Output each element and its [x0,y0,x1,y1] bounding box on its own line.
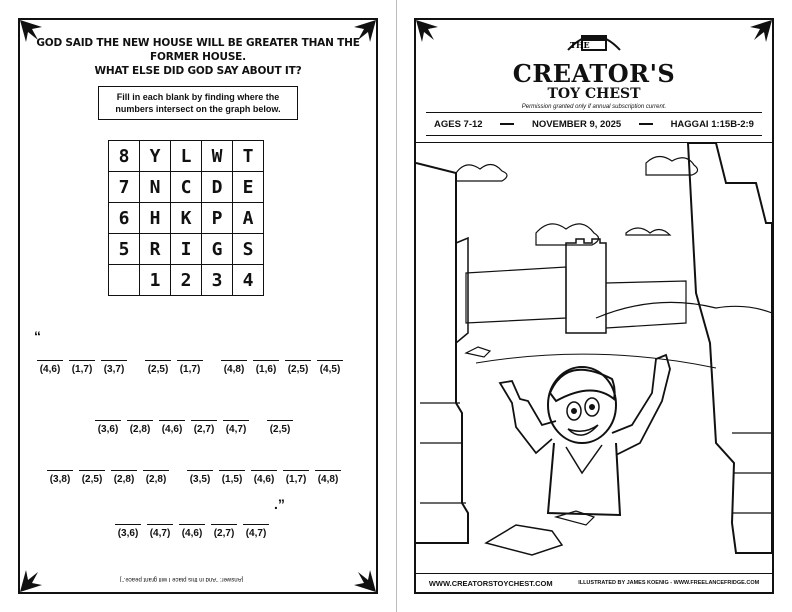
coloring-illustration [416,142,772,575]
blank-line[interactable] [219,458,245,471]
blank-line[interactable] [37,348,63,361]
coordinate-label: (4,5) [319,364,341,375]
letter-blank[interactable] [175,348,205,375]
blank-line[interactable] [267,408,293,421]
title-line-2: WHAT ELSE DID GOD SAY ABOUT IT? [94,65,302,77]
coordinate-label: (4,6) [253,474,275,485]
coordinate-label: (2,7) [193,424,215,435]
blank-line[interactable] [111,458,137,471]
blank-line[interactable] [251,458,277,471]
letter-blank[interactable] [143,348,173,375]
grid-letter: W [202,141,233,172]
blank-line[interactable] [101,348,127,361]
coordinate-label: (4,7) [149,528,171,539]
ages-label: AGES 7-12 [434,118,483,130]
grid-letter: A [233,203,264,234]
coordinate-label: (3,5) [189,474,211,485]
title-line-1: GOD SAID THE NEW HOUSE WILL BE GREATER THAN THE FORMER HOUSE. [36,37,360,63]
grid-x-label: 2 [171,265,202,296]
blank-line[interactable] [115,512,141,525]
grid-letter: C [171,172,202,203]
coordinate-label: (4,8) [317,474,339,485]
blank-line[interactable] [221,348,247,361]
palm-leaf-icon [18,568,44,594]
grid-corner [109,265,140,296]
grid-letter: L [171,141,202,172]
grid-y-label: 5 [109,234,140,265]
blank-line[interactable] [177,348,203,361]
coordinate-label: (4,6) [161,424,183,435]
letter-blank[interactable] [45,458,75,485]
grid-x-label: 4 [233,265,264,296]
blank-line[interactable] [187,458,213,471]
palm-leaf-icon [352,568,378,594]
letter-blank[interactable] [77,458,107,485]
coordinate-label: (4,8) [223,364,245,375]
separator [639,123,653,125]
letter-blank[interactable] [185,458,215,485]
permission-note: Permission granted only if annual subscription current. [521,104,667,110]
illustrator-credit: ILLUSTRATED BY JAMES KOENIG - WWW.FREELANCEFRIDGE.COM [578,580,760,586]
letter-blank[interactable] [35,348,65,375]
coordinate-label: (1,6) [255,364,277,375]
letter-blank[interactable] [99,348,129,375]
coordinate-label: (3,6) [117,528,139,539]
letter-blank[interactable] [189,408,219,435]
coordinate-label: (2,7) [213,528,235,539]
blank-line[interactable] [315,458,341,471]
footer [416,573,772,592]
grid-letter: I [171,234,202,265]
coordinate-label: (4,6) [181,528,203,539]
blank-line[interactable] [145,348,171,361]
letter-blank[interactable] [313,458,343,485]
coordinate-grid [108,140,264,296]
blank-line[interactable] [79,458,105,471]
letter-blank[interactable] [219,348,249,375]
close-quote: .” [274,496,285,512]
letter-blank[interactable] [125,408,155,435]
blank-line[interactable] [159,408,185,421]
blank-line[interactable] [143,458,169,471]
blank-line[interactable] [223,408,249,421]
coordinate-label: (2,8) [113,474,135,485]
puzzle-line [44,458,344,485]
grid-x-label: 3 [202,265,233,296]
grid-letter: S [233,234,264,265]
worksheet-page [18,18,378,594]
grid-letter: P [202,203,233,234]
blank-line[interactable] [191,408,217,421]
blank-line[interactable] [285,348,311,361]
coordinate-label: (1,7) [71,364,93,375]
coordinate-label: (2,5) [147,364,169,375]
grid-x-axis [109,265,264,296]
letter-blank[interactable] [265,408,295,435]
separator [500,123,514,125]
grid-row [109,203,264,234]
coordinate-label: (4,6) [39,364,61,375]
letter-blank[interactable] [113,512,143,539]
toy-chest-icon [564,28,624,52]
grid-y-label: 8 [109,141,140,172]
coordinate-label: (2,5) [269,424,291,435]
logo-title: CREATOR'S [512,59,676,88]
puzzle-line [34,348,346,375]
blank-line[interactable] [317,348,343,361]
grid-y-label: 7 [109,172,140,203]
coordinate-label: (2,8) [129,424,151,435]
coordinate-label: (1,5) [221,474,243,485]
blank-line[interactable] [283,458,309,471]
letter-blank[interactable] [217,458,247,485]
answer-key: [Answer: "And in this place I will grant peace."] [120,576,244,582]
blank-line[interactable] [147,512,173,525]
instructions-box: Fill in each blank by finding where the numbers intersect on the graph below. [98,86,298,120]
website-link[interactable]: WWW.CREATORSTOYCHEST.COM [428,578,553,588]
grid-letter: H [140,203,171,234]
scripture-reference: HAGGAI 1:15B-2:9 [670,118,754,130]
letter-blank[interactable] [141,458,171,485]
grid-y-label: 6 [109,203,140,234]
info-bar [426,112,762,136]
grid-row [109,172,264,203]
grid-letter: K [171,203,202,234]
letter-blank[interactable] [157,408,187,435]
letter-blank[interactable] [241,512,271,539]
cover-page [414,18,774,594]
grid-letter: G [202,234,233,265]
page-divider [396,0,397,612]
coordinate-label: (2,5) [81,474,103,485]
blank-line[interactable] [95,408,121,421]
coordinate-label: (3,7) [103,364,125,375]
blank-line[interactable] [69,348,95,361]
blank-line[interactable] [253,348,279,361]
logo [416,28,772,110]
grid-letter: Y [140,141,171,172]
logo-the: THE [570,40,590,50]
letter-blank[interactable] [281,458,311,485]
letter-blank[interactable] [67,348,97,375]
puzzle-line [112,512,272,539]
logo-subtitle: TOY CHEST [547,86,641,102]
coordinate-label: (4,7) [245,528,267,539]
letter-blank[interactable] [315,348,345,375]
grid-letter: D [202,172,233,203]
letter-blank[interactable] [209,512,239,539]
letter-blank[interactable] [93,408,123,435]
letter-blank[interactable] [177,512,207,539]
letter-blank[interactable] [109,458,139,485]
blank-line[interactable] [127,408,153,421]
grid-x-label: 1 [140,265,171,296]
grid-row [109,141,264,172]
worksheet-title [34,36,362,78]
coordinate-label: (1,7) [179,364,201,375]
grid-row [109,234,264,265]
grid-letter: R [140,234,171,265]
grid-letter: T [233,141,264,172]
coordinate-label: (4,7) [225,424,247,435]
letter-blank[interactable] [145,512,175,539]
date-label: NOVEMBER 9, 2025 [531,118,622,130]
coordinate-label: (3,6) [97,424,119,435]
blank-line[interactable] [179,512,205,525]
coordinate-label: (2,8) [145,474,167,485]
blank-line[interactable] [243,512,269,525]
grid-letter: E [233,172,264,203]
open-quote: “ [34,328,41,344]
blank-line[interactable] [211,512,237,525]
grid-letter: N [140,172,171,203]
letter-blank[interactable] [251,348,281,375]
blank-line[interactable] [47,458,73,471]
coordinate-label: (3,8) [49,474,71,485]
boy-in-ruins-illustration [416,143,772,575]
coordinate-label: (1,7) [285,474,307,485]
letter-blank[interactable] [283,348,313,375]
letter-blank[interactable] [221,408,251,435]
coordinate-label: (2,5) [287,364,309,375]
puzzle-line [92,408,296,435]
letter-blank[interactable] [249,458,279,485]
